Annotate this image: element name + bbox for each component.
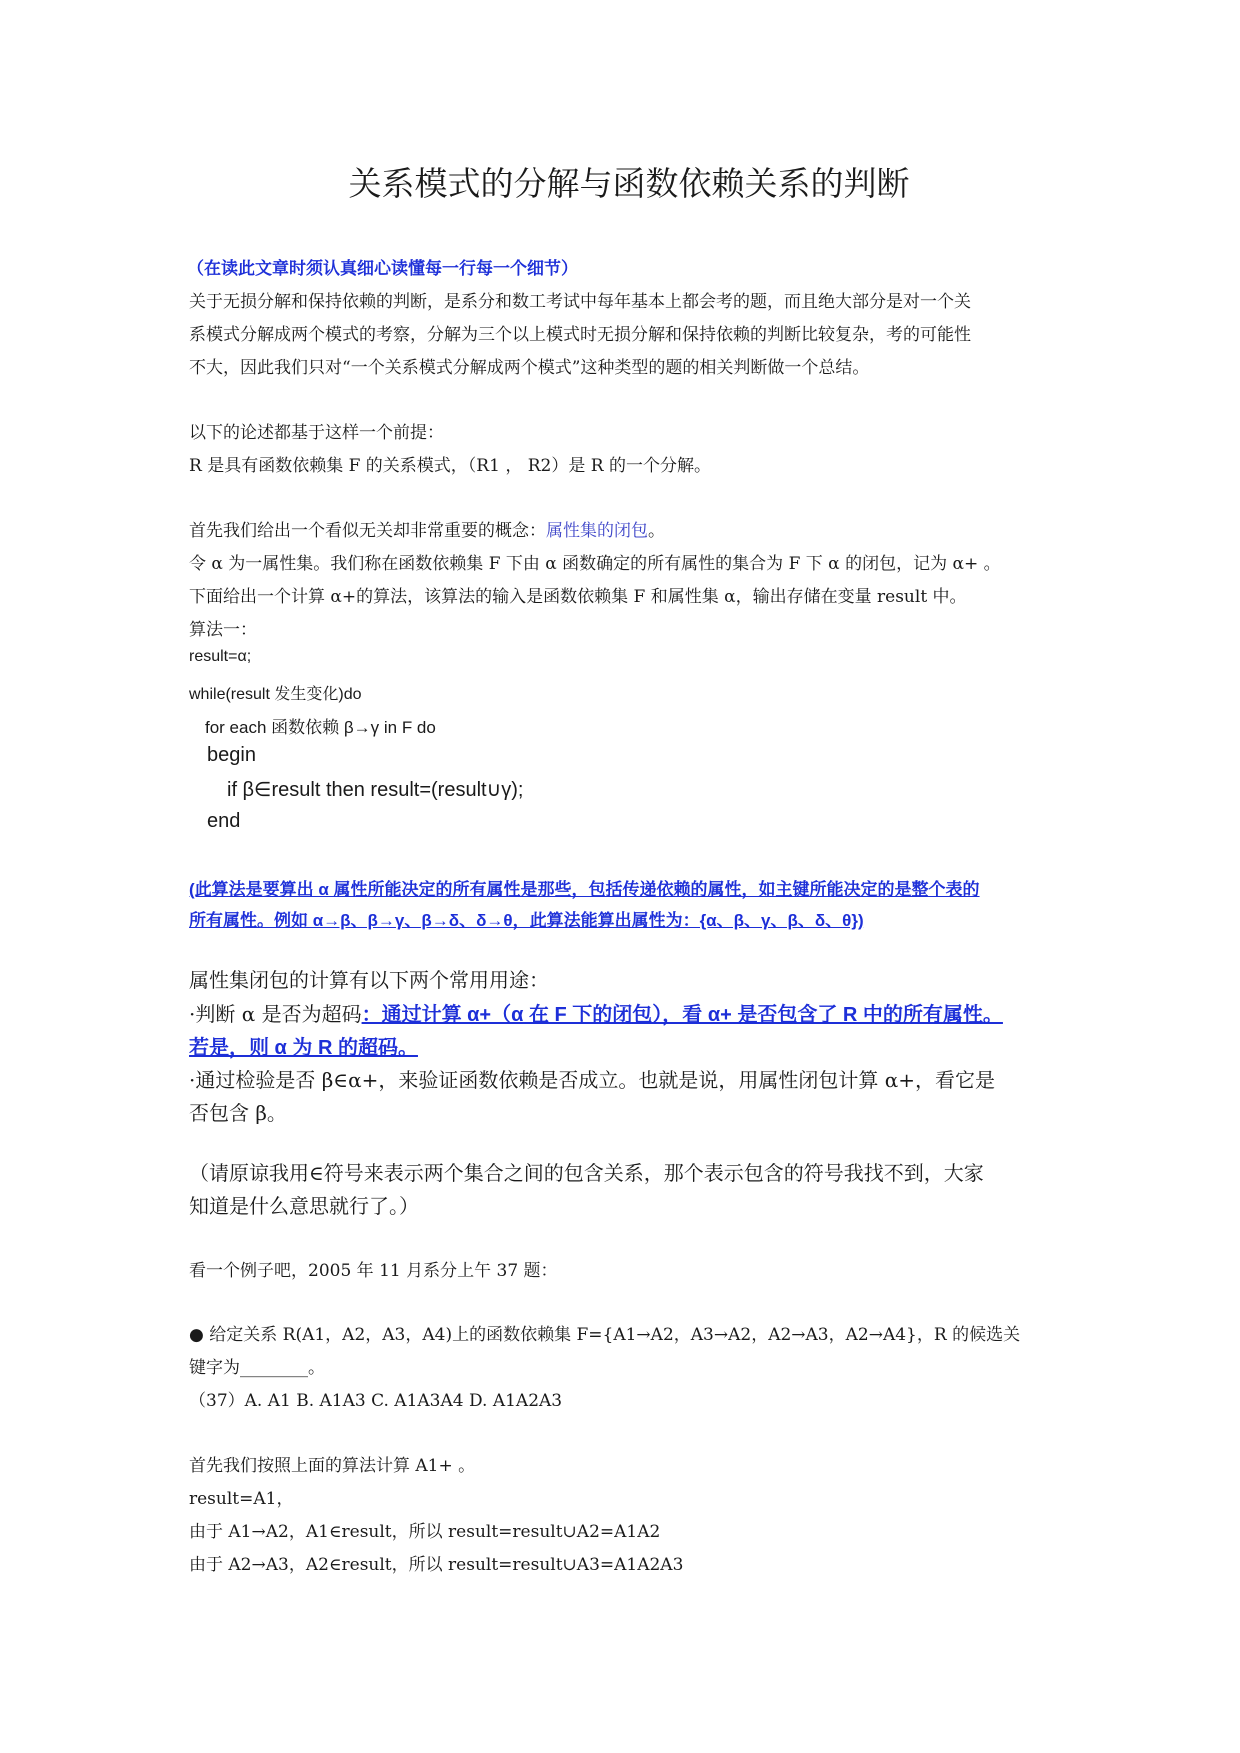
algorithm-line-5: if β∈result then result=(result∪γ); [227, 779, 524, 801]
closure-concept-suffix: 。 [648, 521, 665, 541]
closure-term: 属性集的闭包 [546, 521, 648, 541]
example-intro: 看一个例子吧，2005 年 11 月系分上午 37 题： [189, 1261, 558, 1281]
use-2-line-1: ·通过检验是否 β∈α+，来验证函数依赖是否成立。也就是说，用属性闭包计算 α+，看它是 [189, 1068, 995, 1092]
closure-algorithm-intro: 下面给出一个计算 α+的算法，该算法的输入是函数依赖集 F 和属性集 α，输出存储在变量 result 中。 [189, 587, 967, 607]
question-line-1: ● 给定关系 R(A1，A2，A3，A4)上的函数依赖集 F={A1→A2，A3→A2，A2→A3，A2→A4}，R 的候选关 [189, 1325, 1021, 1345]
closure-definition: 令 α 为一属性集。我们称在函数依赖集 F 下由 α 函数确定的所有属性的集合为 F 下 α 的闭包，记为 α+ 。 [189, 554, 1001, 574]
algorithm-note-line-2: 所有属性。例如 α→β、β→γ、β→δ、δ→θ，此算法能算出属性为：{α、β、γ、β、δ、θ}) [189, 911, 864, 930]
calc-step-1: result=A1， [189, 1489, 294, 1509]
use-1-prefix: ·判断 α 是否为超码 [189, 1002, 362, 1026]
algorithm-line-3: for each 函数依赖 β→γ in F do [205, 718, 436, 737]
algorithm-note-line-1: (此算法是要算出 α 属性所能决定的所有属性是那些，包括传递依赖的属性，如主键所能决定的是整个表的 [189, 880, 980, 899]
calc-step-3: 由于 A2→A3，A2∈result，所以 result=result∪A3=A1A2A3 [189, 1555, 684, 1575]
algorithm-heading: 算法一： [189, 620, 257, 640]
premise-line-1: 以下的论述都基于这样一个前提： [189, 423, 444, 443]
reading-note: （在读此文章时须认真细心读懂每一行每一个细节） [187, 259, 578, 278]
algorithm-line-6: end [207, 810, 241, 832]
use-2-line-2: 否包含 β。 [189, 1101, 287, 1125]
premise-line-2: R 是具有函数依赖集 F 的关系模式，（R1 ， R2）是 R 的一个分解。 [189, 456, 711, 476]
algorithm-line-4: begin [207, 744, 256, 766]
uses-heading: 属性集闭包的计算有以下两个常用用途： [189, 968, 549, 992]
intro-line-1: 关于无损分解和保持依赖的判断，是系分和数工考试中每年基本上都会考的题，而且绝大部分是对一个关 [189, 292, 971, 312]
apology-line-1: （请原谅我用∈符号来表示两个集合之间的包含关系，那个表示包含的符号我找不到，大家 [189, 1161, 984, 1185]
closure-concept-line [189, 516, 665, 541]
algorithm-line-2: while(result 发生变化)do [189, 686, 362, 703]
closure-concept-prefix: 首先我们给出一个看似无关却非常重要的概念： [189, 521, 546, 541]
use-1-line-2: 若是，则 α 为 R 的超码。 [189, 1037, 418, 1059]
intro-line-3: 不大，因此我们只对“一个关系模式分解成两个模式”这种类型的题的相关判断做一个总结。 [189, 358, 870, 378]
calc-step-2: 由于 A1→A2，A1∈result，所以 result=result∪A2=A1A2 [189, 1522, 661, 1542]
question-line-2: 键字为________。 [189, 1358, 325, 1378]
calc-intro: 首先我们按照上面的算法计算 A1+ 。 [189, 1456, 476, 1476]
algorithm-line-1: result=α; [189, 648, 252, 665]
apology-line-2: 知道是什么意思就行了。） [189, 1194, 419, 1218]
document-title: 关系模式的分解与函数依赖关系的判断 [348, 164, 910, 203]
use-1-explanation: ：通过计算 α+（α 在 F 下的闭包），看 α+ 是否包含了 R 中的所有属性。 [361, 1004, 1003, 1026]
intro-line-2: 系模式分解成两个模式的考察，分解为三个以上模式时无损分解和保持依赖的判断比较复杂，考的可能性 [189, 325, 971, 345]
use-1-line-1 [189, 998, 1003, 1027]
question-options: （37）A. A1 B. A1A3 C. A1A3A4 D. A1A2A3 [189, 1391, 563, 1411]
